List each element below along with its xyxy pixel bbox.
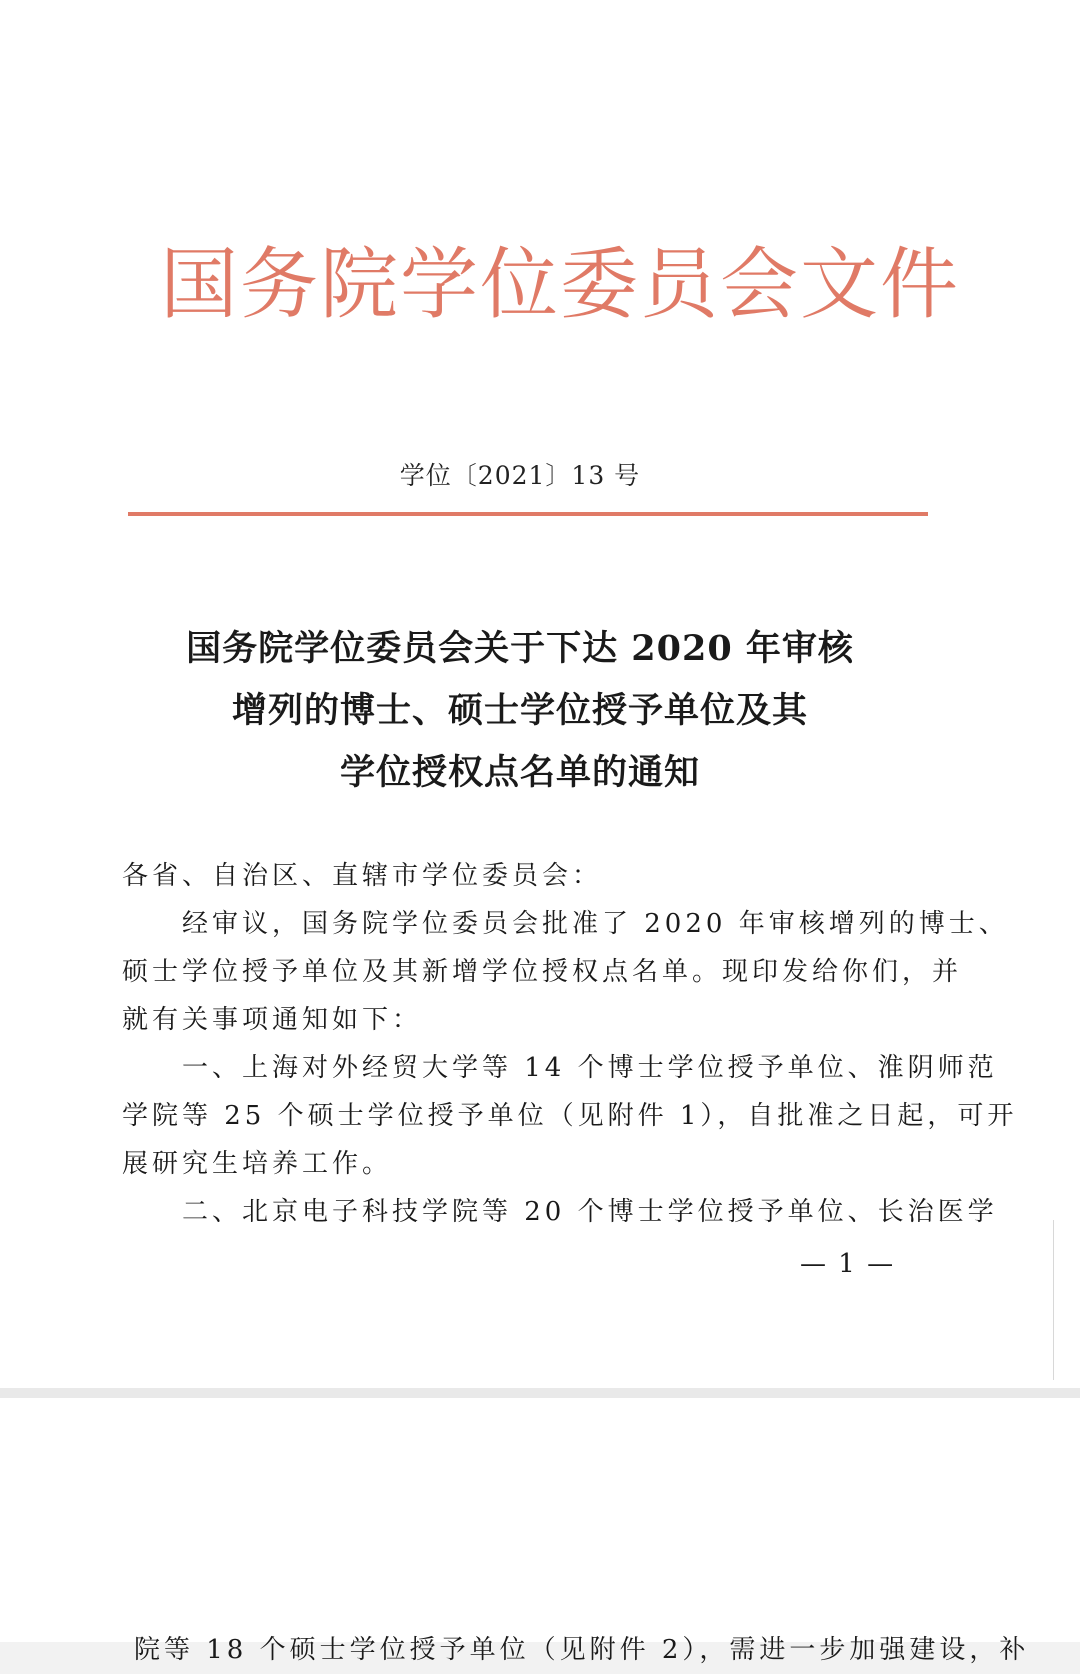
body-line: 院等 18 个硕士学位授予单位（见附件 2），需进一步加强建设，补 — [134, 1635, 1030, 1665]
body-line: 就有关事项通知如下： — [122, 1005, 423, 1035]
document-number: 学位〔2021〕13 号 — [399, 461, 641, 490]
body-line: 经审议，国务院学位委员会批准了 2020 年审核增列的博士、 — [182, 909, 1009, 939]
page-number: — 1 — — [800, 1249, 896, 1279]
body-line: 硕士学位授予单位及其新增学位授权点名单。现印发给你们，并 — [122, 957, 963, 987]
document-header-title: 国务院学位委员会文件 — [160, 240, 961, 330]
salutation: 各省、自治区、直辖市学位委员会： — [122, 861, 603, 891]
body-line: 展研究生培养工作。 — [122, 1149, 393, 1179]
notice-title — [160, 618, 880, 804]
scan-edge-line — [1053, 1220, 1054, 1380]
notice-title-line: 增列的博士、硕士学位授予单位及其 — [231, 690, 808, 731]
page-separator — [0, 1388, 1080, 1398]
body-line: 学院等 25 个硕士学位授予单位（见附件 1），自批准之日起，可开 — [122, 1101, 1018, 1131]
body-line: 一、上海对外经贸大学等 14 个博士学位授予单位、淮阴师范 — [182, 1053, 998, 1083]
document-page-2 — [0, 1398, 1080, 1665]
body-line: 二、北京电子科技学院等 20 个博士学位授予单位、长治医学 — [182, 1197, 998, 1227]
notice-title-line: 学位授权点名单的通知 — [339, 752, 700, 793]
red-divider-line — [128, 512, 928, 516]
notice-body — [122, 852, 1018, 1236]
notice-title-line: 国务院学位委员会关于下达 2020 年审核 — [186, 628, 854, 669]
